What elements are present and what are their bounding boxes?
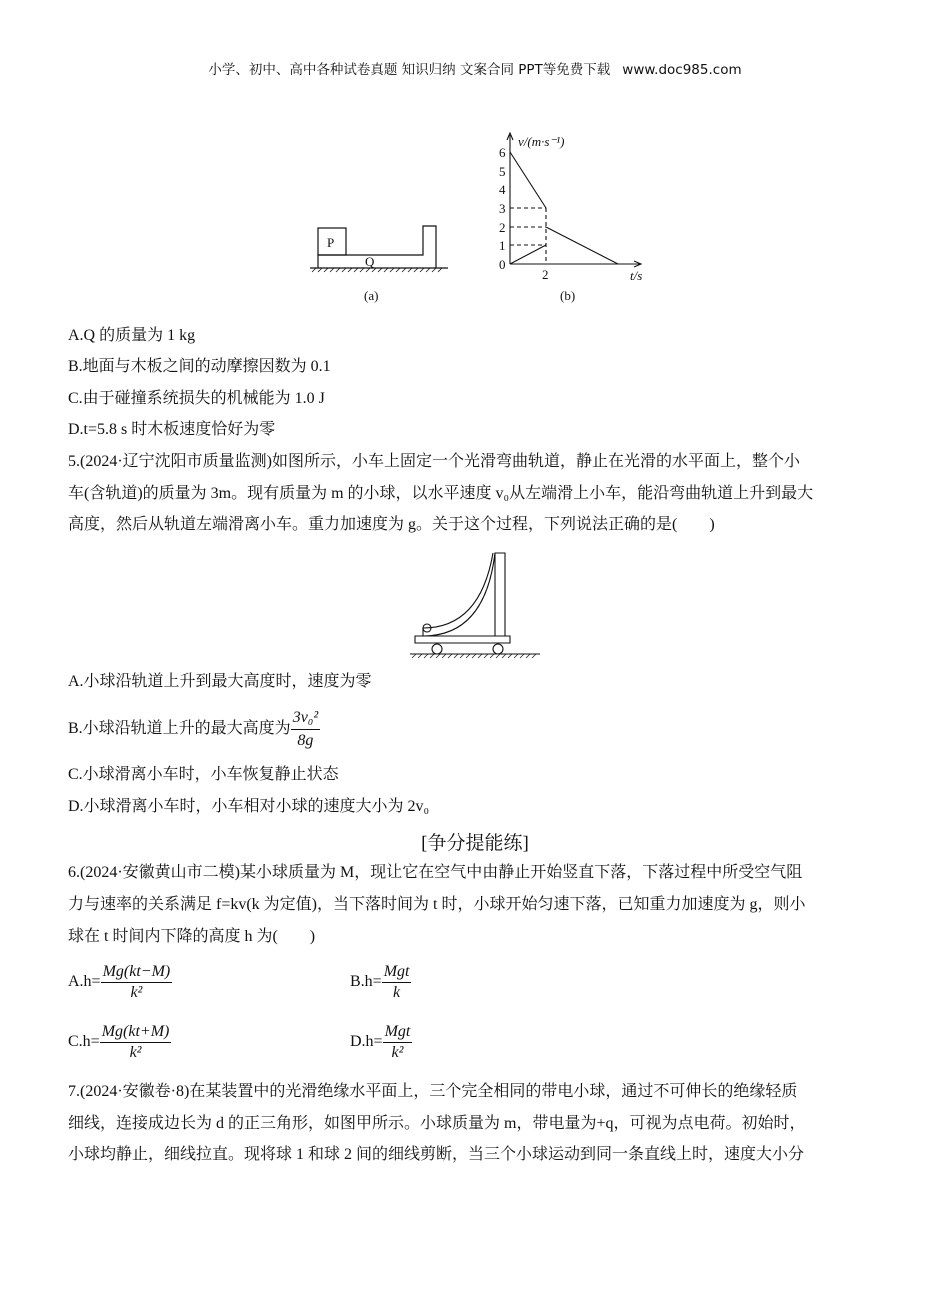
numerator: Mgt: [382, 962, 412, 983]
option-prefix: B.小球沿轨道上升的最大高度为: [68, 720, 291, 738]
q7-text: 7.(2024·安徽卷·8)在某装置中的光滑绝缘水平面上，三个完全相同的带电小球，通过不可伸长的绝缘轻质: [68, 1083, 798, 1100]
option-prefix: A.h=: [68, 973, 101, 991]
y-tick: 3: [499, 201, 506, 216]
x-tick: 2: [542, 267, 549, 282]
q6-text: 6.(2024·安徽黄山市二模)某小球质量为 M，现让它在空气中由静止开始竖直下落，下落过程中所受空气阻: [68, 864, 803, 881]
x-axis-label: t/s: [630, 268, 643, 283]
y-tick: 5: [499, 164, 506, 179]
q5-option-b: [68, 707, 320, 752]
numerator: Mg(kt−M): [101, 962, 173, 983]
header-url[interactable]: www.doc985.com: [622, 62, 742, 78]
q4-option-c: C.由于碰撞系统损失的机械能为 1.0 J: [68, 390, 325, 407]
header-text: 小学、初中、高中各种试卷真题 知识归纳 文案合同 PPT等免费下载: [208, 62, 611, 78]
q5-text: 高度，然后从轨道左端滑离小车。重力加速度为 g。关于这个过程，下列说法正确的是( ): [68, 516, 715, 533]
option-prefix: D.h=: [350, 1033, 383, 1051]
numerator: 3v₀²: [291, 707, 320, 730]
q6-option-b: [350, 962, 411, 1003]
figure-5-cart-track: [405, 548, 545, 663]
fraction: [382, 962, 412, 1003]
y-axis-label: v/(m·s⁻¹): [518, 134, 565, 149]
q5-text: 5.(2024·辽宁沈阳市质量监测)如图所示，小车上固定一个光滑弯曲轨道，静止在光滑的水平面上，整个小: [68, 453, 800, 470]
label-p: P: [327, 235, 335, 250]
fraction: [101, 962, 173, 1003]
figure-4: [300, 130, 650, 310]
y-tick: 1: [499, 238, 506, 253]
y-tick: 2: [499, 220, 506, 235]
q6-option-d: [350, 1022, 412, 1063]
option-prefix: C.h=: [68, 1033, 100, 1051]
q6-option-c: [68, 1022, 171, 1063]
q4-option-a: A.Q 的质量为 1 kg: [68, 327, 196, 344]
section-title: [争分提能练]: [421, 833, 529, 854]
fraction: [383, 1022, 413, 1063]
q4-option-b: B.地面与木板之间的动摩擦因数为 0.1: [68, 358, 331, 375]
denominator: k: [393, 984, 401, 1001]
y-tick: 0: [499, 257, 506, 272]
denominator: k²: [391, 1044, 404, 1061]
q7-text: 小球均静止，细线拉直。现将球 1 和球 2 间的细线剪断，当三个小球运动到同一条直线上时，速度大小分: [68, 1146, 805, 1163]
q5-option-c: C.小球滑离小车时，小车恢复静止状态: [68, 766, 339, 783]
caption-a: (a): [364, 288, 379, 303]
site-header: [0, 58, 950, 78]
q4-option-d: D.t=5.8 s 时木板速度恰好为零: [68, 421, 276, 438]
q6-text: 力与速率的关系满足 f=kv(k 为定值)，当下落时间为 t 时，小球开始匀速下落，已知重力加速度为 g，则小: [68, 896, 806, 913]
q6-text: 球在 t 时间内下降的高度 h 为( ): [68, 928, 316, 945]
y-tick: 4: [499, 182, 506, 197]
caption-b: (b): [560, 288, 576, 303]
option-prefix: B.h=: [350, 973, 382, 991]
q5-option-a: A.小球沿轨道上升到最大高度时，速度为零: [68, 673, 372, 690]
fraction: [291, 707, 320, 752]
denominator: k²: [129, 1044, 142, 1061]
label-q: Q: [365, 254, 375, 269]
vt-graph: [507, 133, 641, 267]
denominator: k²: [130, 984, 143, 1001]
fraction: [100, 1022, 172, 1063]
q6-option-a: [68, 962, 172, 1003]
denominator: 8g: [297, 732, 314, 749]
q5-text: 车(含轨道)的质量为 3m。现有质量为 m 的小球，以水平速度 v₀从左端滑上小车，能沿弯曲轨道上升到最大: [68, 485, 814, 502]
numerator: Mg(kt+M): [100, 1022, 172, 1043]
y-tick: 6: [499, 145, 506, 160]
q5-option-d: D.小球滑离小车时，小车相对小球的速度大小为 2v₀: [68, 798, 430, 815]
numerator: Mgt: [383, 1022, 413, 1043]
q7-text: 细线，连接成边长为 d 的正三角形，如图甲所示。小球质量为 m，带电量为+q，可视为点电荷。初始时，: [68, 1115, 806, 1132]
